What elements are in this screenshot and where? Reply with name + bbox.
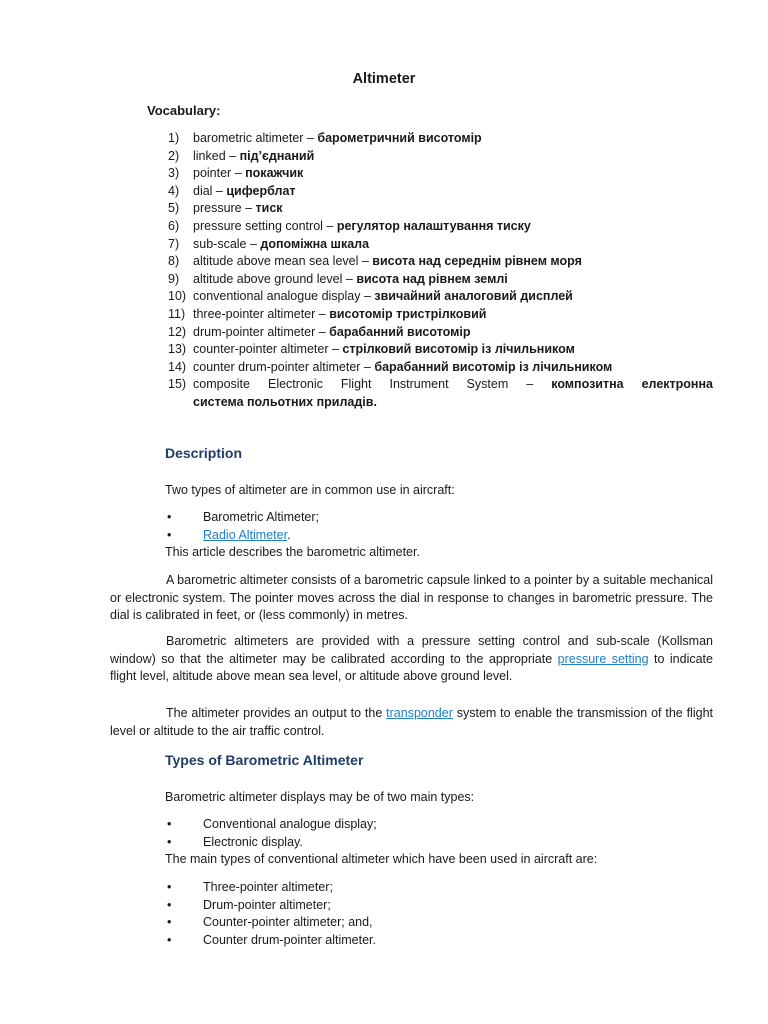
vocabulary-translation: регулятор налаштування тиску [336, 218, 531, 233]
vocabulary-item [168, 130, 713, 148]
vocabulary-term: sub-scale – [193, 236, 261, 251]
radio-altimeter-link[interactable]: Radio Altimeter [203, 527, 288, 542]
list-item: • Drum-pointer altimeter; [165, 897, 376, 915]
vocabulary-term: dial – [193, 183, 227, 198]
vocabulary-item [168, 341, 713, 359]
vocabulary-translation: покажчик [245, 166, 304, 181]
transponder-link[interactable]: transponder [386, 706, 453, 720]
vocabulary-term: counter-pointer altimeter – [193, 342, 343, 357]
vocabulary-item [168, 218, 713, 236]
bullet-icon: • [167, 510, 172, 524]
vocabulary-number: 8) [168, 254, 180, 269]
vocabulary-number: 4) [168, 183, 180, 198]
vocabulary-item [168, 183, 713, 201]
types-heading: Types of Barometric Altimeter [165, 752, 364, 768]
vocabulary-item [168, 288, 713, 306]
list-item: • Counter-pointer altimeter; and, [165, 914, 376, 932]
list-item: • Three-pointer altimeter; [165, 879, 376, 897]
vocabulary-number: 11) [168, 306, 186, 321]
vocabulary-number: 12) [168, 324, 187, 339]
vocabulary-term: composite Electronic Flight Instrument System – [193, 377, 552, 392]
vocabulary-translation: барабанний висотомір [329, 324, 471, 339]
vocabulary-translation-continued: система польотних приладів. [193, 394, 377, 409]
vocabulary-term: pressure – [193, 201, 256, 216]
vocabulary-translation: циферблат [226, 183, 296, 198]
vocabulary-item [168, 376, 713, 411]
vocabulary-term: linked – [193, 148, 240, 163]
list-item: • Counter drum-pointer altimeter. [165, 932, 376, 950]
vocabulary-translation: висота над рівнем землі [356, 271, 508, 286]
vocabulary-translation: стрілковий висотомір із лічильником [342, 342, 575, 357]
vocabulary-item [168, 306, 713, 324]
description-intro: Two types of altimeter are in common use in aircraft: [165, 483, 455, 497]
list-item: • Conventional analogue display; [165, 816, 377, 834]
vocabulary-item [168, 324, 713, 342]
vocabulary-term: three-pointer altimeter – [193, 306, 330, 321]
description-paragraph-1: A barometric altimeter consists of a barometric capsule linked to a pointer by a suitable mechanical or electronic system. The pointer moves across the dial in response to changes in barometric pressure. The dial is calibrated in feet, or (less commonly) in metres. [110, 573, 713, 623]
vocabulary-term: pointer – [193, 166, 246, 181]
main-types-intro: The main types of conventional altimeter which have been used in aircraft are: [165, 852, 598, 866]
vocabulary-number: 5) [168, 201, 180, 216]
vocabulary-translation: тиск [255, 201, 283, 216]
list-item: • Electronic display. [165, 834, 377, 852]
vocabulary-number: 1) [168, 131, 180, 145]
vocabulary-item [168, 236, 713, 254]
description-paragraph-2: Barometric altimeters are provided with a pressure setting control and sub-scale (Kollsman window) so that the altimeter may be calibrated according to the appropriate pressure setting to indicate flight level, altitude above mean sea level, or altitude above ground level. [110, 634, 713, 684]
vocabulary-translation: висота над середнім рівнем моря [372, 254, 582, 269]
list-item: • Radio Altimeter. [165, 527, 319, 545]
vocabulary-number: 2) [168, 148, 180, 163]
vocabulary-number: 15) [168, 377, 187, 392]
vocabulary-translation: барабанний висотомір із лічильником [374, 359, 613, 374]
bullet-icon: • [167, 932, 172, 947]
vocabulary-item [168, 165, 713, 183]
page-title: Altimeter [352, 71, 416, 87]
bullet-icon: • [167, 834, 172, 849]
vocabulary-translation: барометричний висотомір [317, 131, 482, 145]
pressure-setting-link[interactable]: pressure setting [557, 651, 649, 666]
vocabulary-number: 3) [168, 166, 180, 181]
vocabulary-translation: допоміжна шкала [260, 236, 370, 251]
vocabulary-term: drum-pointer altimeter – [193, 324, 330, 339]
types-intro: Barometric altimeter displays may be of two main types: [165, 790, 475, 804]
vocabulary-translation: композитна електронна [551, 377, 713, 392]
vocabulary-term: altitude above mean sea level – [193, 254, 373, 269]
vocabulary-translation: під’єднаний [239, 148, 315, 163]
altimeter-types-list [165, 509, 319, 544]
bullet-icon: • [167, 915, 172, 930]
vocabulary-term: pressure setting control – [193, 218, 337, 233]
bullet-icon: • [167, 880, 172, 894]
vocabulary-term: altitude above ground level – [193, 271, 357, 286]
description-paragraph-3: The altimeter provides an output to the transponder system to enable the transmission of the flight level or altitude to the air traffic control. [110, 706, 713, 738]
vocabulary-item [168, 359, 713, 377]
vocabulary-number: 9) [168, 271, 180, 286]
vocabulary-number: 13) [168, 342, 187, 357]
vocabulary-list [168, 130, 713, 412]
bullet-icon: • [167, 897, 172, 912]
vocabulary-item [168, 271, 713, 289]
vocabulary-number: 10) [168, 289, 187, 304]
display-types-list [165, 816, 377, 851]
main-types-list [165, 879, 376, 949]
vocabulary-item [168, 200, 713, 218]
bullet-icon: • [167, 817, 172, 831]
vocabulary-term: conventional analogue display – [193, 289, 375, 304]
vocabulary-term: counter drum-pointer altimeter – [193, 359, 375, 374]
vocabulary-heading: Vocabulary: [147, 103, 221, 118]
list-item: • Barometric Altimeter; [165, 509, 319, 527]
vocabulary-number: 6) [168, 218, 180, 233]
vocabulary-number: 7) [168, 236, 180, 251]
vocabulary-item [168, 148, 713, 166]
vocabulary-number: 14) [168, 359, 187, 374]
vocabulary-item [168, 253, 713, 271]
description-heading: Description [165, 445, 243, 461]
vocabulary-translation: звичайний аналоговий дисплей [374, 289, 573, 304]
vocabulary-term: barometric altimeter – [193, 131, 318, 145]
bullet-icon: • [167, 527, 172, 542]
description-note: This article describes the barometric altimeter. [165, 545, 420, 559]
vocabulary-translation: висотомір тристрілковий [329, 306, 487, 321]
